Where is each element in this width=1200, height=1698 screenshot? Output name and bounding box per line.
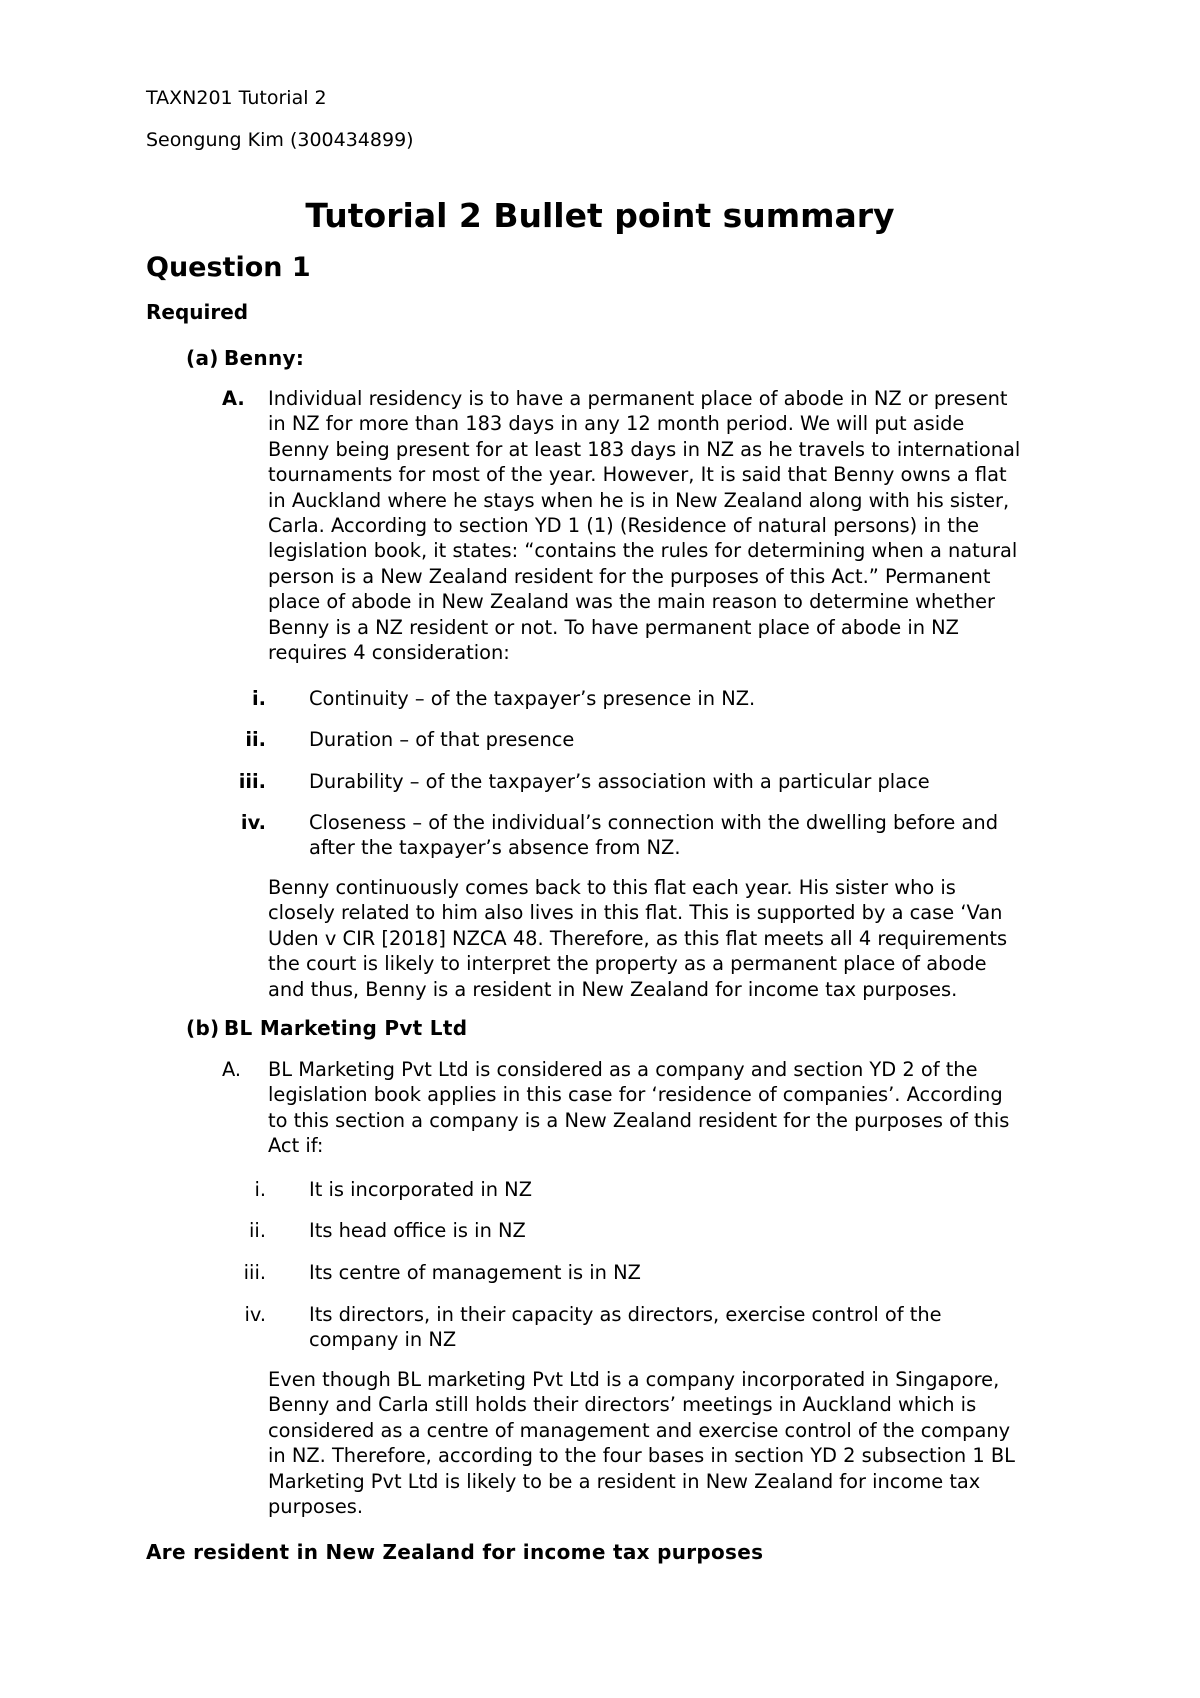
part-a-heading [186, 346, 304, 370]
text-line: Individual residency is to have a permanent place of abode in NZ or present [268, 387, 1008, 410]
required-heading: Required [146, 300, 249, 324]
condition-number: iii. [243, 1261, 266, 1284]
consideration-number: iv. [240, 811, 266, 834]
part-a-conclusion [268, 875, 1068, 1002]
text-line: BL Marketing Pvt Ltd is considered as a company and section YD 2 of the [268, 1058, 978, 1081]
consideration-number: ii. [245, 728, 266, 751]
part-a-label: (a) [186, 346, 219, 370]
text-line: Benny is a NZ resident or not. To have permanent place of abode in NZ [268, 615, 959, 639]
text-line: tournaments for most of the year. However, It is said that Benny owns a flat [268, 463, 1007, 487]
text-line: to this section a company is a New Zealand resident for the purposes of this [268, 1108, 1010, 1132]
text-line: Benny continuously comes back to this flat each year. His sister who is [268, 876, 956, 899]
condition-number: ii. [249, 1219, 266, 1242]
text-line: purposes. [268, 1495, 364, 1519]
part-a-item-text [268, 386, 1068, 665]
course-header: TAXN201 Tutorial 2 [146, 87, 327, 109]
text-line: Closeness – of the individual’s connection with the dwelling before and [309, 811, 999, 834]
condition-text: It is incorporated in NZ [309, 1178, 532, 1201]
condition-number: iv. [244, 1303, 266, 1326]
part-b-label: (b) [186, 1016, 220, 1040]
text-line: in Auckland where he stays when he is in New Zealand along with his sister, [268, 488, 1010, 512]
part-a-title: Benny: [224, 346, 305, 370]
text-line: requires 4 consideration: [268, 641, 510, 665]
consideration-number: iii. [238, 770, 266, 793]
consideration-number: i. [251, 687, 266, 710]
condition-text [309, 1302, 1069, 1353]
condition-text: Its head office is in NZ [309, 1219, 526, 1242]
student-header: Seongung Kim (300434899) [146, 129, 414, 151]
text-line: legislation book, it states: “contains the rules for determining when a natural [268, 539, 1018, 563]
text-line: Even though BL marketing Pvt Ltd is a company incorporated in Singapore, [268, 1368, 1000, 1391]
part-b-heading [186, 1016, 467, 1040]
part-a-item-marker: A. [222, 387, 245, 410]
text-line: closely related to him also lives in this flat. This is supported by a case ‘Van [268, 901, 1003, 925]
text-line: after the taxpayer’s absence from NZ. [309, 836, 681, 860]
consideration-text: Duration – of that presence [309, 728, 575, 751]
text-line: person is a New Zealand resident for the purposes of this Act.” Permanent [268, 564, 991, 588]
text-line: legislation book applies in this case for ‘residence of companies’. According [268, 1083, 1003, 1107]
part-b-item-marker: A. [222, 1058, 242, 1081]
text-line: Benny and Carla still holds their directors’ meetings in Auckland which is [268, 1393, 977, 1417]
consideration-text: Durability – of the taxpayer’s association with a particular place [309, 770, 930, 793]
condition-text: Its centre of management is in NZ [309, 1261, 641, 1284]
text-line: place of abode in New Zealand was the main reason to determine whether [268, 590, 996, 614]
part-b-title: BL Marketing Pvt Ltd [224, 1016, 468, 1040]
text-line: Marketing Pvt Ltd is likely to be a resident in New Zealand for income tax [268, 1469, 981, 1493]
text-line: Act if: [268, 1134, 324, 1158]
text-line: and thus, Benny is a resident in New Zealand for income tax purposes. [268, 977, 958, 1001]
text-line: the court is likely to interpret the property as a permanent place of abode [268, 952, 987, 976]
text-line: company in NZ [309, 1328, 457, 1352]
text-line: Benny being present for at least 183 days in NZ as he travels to international [268, 437, 1021, 461]
consideration-text [309, 810, 1069, 861]
text-line: Carla. According to section YD 1 (1) (Residence of natural persons) in the [268, 514, 980, 538]
consideration-text: Continuity – of the taxpayer’s presence in NZ. [309, 687, 756, 710]
part-b-conclusion [268, 1367, 1068, 1519]
text-line: considered as a centre of management and exercise control of the company [268, 1418, 1011, 1442]
condition-number: i. [254, 1178, 266, 1201]
text-line: in NZ. Therefore, according to the four bases in section YD 2 subsection 1 BL [268, 1444, 1015, 1468]
part-b-item-text [268, 1057, 1068, 1159]
question-heading: Question 1 [146, 252, 311, 283]
text-line: Uden v CIR [2018] NZCA 48. Therefore, as this flat meets all 4 requirements [268, 926, 1008, 950]
text-line: in NZ for more than 183 days in any 12 month period. We will put aside [268, 412, 965, 436]
document-title: Tutorial 2 Bullet point summary [305, 196, 895, 235]
text-line: Its directors, in their capacity as directors, exercise control of the [309, 1303, 942, 1326]
final-statement: Are resident in New Zealand for income tax purposes [146, 1540, 764, 1564]
